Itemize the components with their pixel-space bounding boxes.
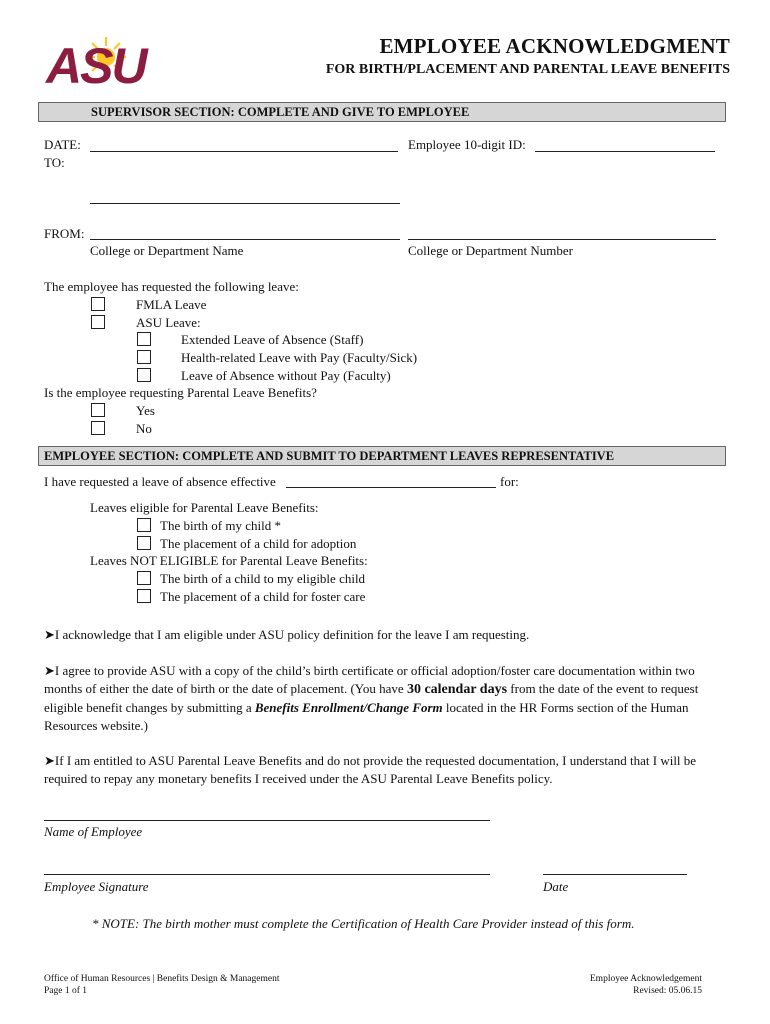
to-label: TO: bbox=[44, 155, 65, 170]
no-label: No bbox=[136, 421, 152, 436]
fmla-label: FMLA Leave bbox=[136, 297, 207, 312]
ack1-text: I acknowledge that I am eligible under ASU policy definition for the leave I am requesting. bbox=[54, 627, 530, 642]
acknowledgment-1 bbox=[44, 627, 724, 643]
effective-for-label: for: bbox=[500, 474, 519, 489]
placement-foster-checkbox[interactable] bbox=[137, 589, 151, 603]
birth-of-child-checkbox[interactable] bbox=[137, 518, 151, 532]
extended-leave-label: Extended Leave of Absence (Staff) bbox=[181, 332, 364, 347]
date-field[interactable] bbox=[90, 151, 398, 152]
yes-label: Yes bbox=[136, 403, 155, 418]
ack2-text-b: from the date of the event to request eligible benefit changes by submitting a bbox=[44, 681, 699, 715]
no-checkbox[interactable] bbox=[91, 421, 105, 435]
health-leave-checkbox[interactable] bbox=[137, 350, 151, 364]
employee-name-label: Name of Employee bbox=[44, 824, 143, 839]
effective-date-field[interactable] bbox=[286, 487, 496, 488]
college-name-field[interactable] bbox=[90, 239, 400, 240]
ack3-text: If I am entitled to ASU Parental Leave Benefits and do not provide the requested documentation, I understand that I will be required to repay any monetary benefits I received under the ASU Parental Leave Benefits policy. bbox=[44, 753, 697, 786]
asu-leave-label: ASU Leave: bbox=[136, 315, 201, 330]
ack2-form-name: Benefits Enrollment/Change Form bbox=[254, 700, 443, 715]
ack2-text-a: I agree to provide ASU with a copy of the child’s birth certificate or official adoption/foster care documentation within two months of either the date of birth or the date of placement. (You have bbox=[44, 663, 695, 696]
without-pay-checkbox[interactable] bbox=[137, 368, 151, 382]
employee-id-label: Employee 10-digit ID: bbox=[408, 137, 526, 152]
footer-page-number: Page 1 of 1 bbox=[44, 986, 88, 996]
employee-signature-field[interactable] bbox=[44, 874, 490, 875]
acknowledgment-2 bbox=[44, 662, 724, 735]
supervisor-section-heading bbox=[38, 102, 726, 122]
employee-heading-text: EMPLOYEE SECTION: COMPLETE AND SUBMIT TO DEPARTMENT LEAVES REPRESENTATIVE bbox=[44, 449, 615, 463]
birth-mother-note: * NOTE: The birth mother must complete the Certification of Health Care Provider instead of this form. bbox=[92, 916, 635, 931]
college-number-caption: College or Department Number bbox=[408, 243, 573, 258]
arrow-bullet-icon: ➤ bbox=[44, 663, 55, 678]
employee-section-heading bbox=[38, 446, 726, 466]
arrow-bullet-icon: ➤ bbox=[44, 753, 55, 768]
supervisor-heading-text: SUPERVISOR SECTION: COMPLETE AND GIVE TO EMPLOYEE bbox=[91, 105, 470, 119]
eligible-heading: Leaves eligible for Parental Leave Benefits: bbox=[90, 500, 319, 515]
acknowledgment-3 bbox=[44, 752, 724, 788]
employee-id-field[interactable] bbox=[535, 151, 715, 152]
extended-leave-checkbox[interactable] bbox=[137, 332, 151, 346]
footer-right bbox=[590, 973, 702, 997]
health-leave-label: Health-related Leave with Pay (Faculty/Sick) bbox=[181, 350, 418, 365]
asu-leave-checkbox[interactable] bbox=[91, 315, 105, 329]
logo-text: ASU bbox=[46, 38, 146, 87]
employee-name-field[interactable] bbox=[44, 820, 490, 821]
footer-office: Office of Human Resources | Benefits Design & Management bbox=[44, 974, 280, 984]
placement-foster-label: The placement of a child for foster care bbox=[160, 589, 366, 604]
arrow-bullet-icon: ➤ bbox=[44, 627, 55, 642]
birth-of-child-label: The birth of my child * bbox=[160, 518, 281, 533]
ack2-bold: 30 calendar days bbox=[406, 682, 508, 697]
leave-intro: The employee has requested the following leave: bbox=[44, 279, 299, 294]
college-name-caption: College or Department Name bbox=[90, 243, 244, 258]
fmla-checkbox[interactable] bbox=[91, 297, 105, 311]
footer-form-name: Employee Acknowledgement bbox=[589, 974, 702, 984]
yes-checkbox[interactable] bbox=[91, 403, 105, 417]
from-label: FROM: bbox=[44, 226, 85, 241]
placement-adoption-label: The placement of a child for adoption bbox=[160, 536, 357, 551]
parental-question: Is the employee requesting Parental Leave Benefits? bbox=[44, 385, 317, 400]
page-title: EMPLOYEE ACKNOWLEDGMENT bbox=[379, 34, 730, 58]
to-field[interactable] bbox=[90, 203, 400, 204]
without-pay-label: Leave of Absence without Pay (Faculty) bbox=[181, 368, 391, 383]
placement-adoption-checkbox[interactable] bbox=[137, 536, 151, 550]
employee-signature-label: Employee Signature bbox=[44, 879, 149, 894]
asu-logo bbox=[44, 33, 166, 87]
footer-left bbox=[44, 973, 279, 997]
birth-to-eligible-checkbox[interactable] bbox=[137, 571, 151, 585]
birth-to-eligible-label: The birth of a child to my eligible child bbox=[160, 571, 366, 586]
date-label: DATE: bbox=[44, 137, 81, 152]
not-eligible-heading: Leaves NOT ELIGIBLE for Parental Leave Benefits: bbox=[90, 553, 368, 568]
ack2-text-c: located in the HR Forms section of the Human Resources website.) bbox=[44, 700, 689, 733]
effective-label: I have requested a leave of absence effective bbox=[44, 474, 276, 489]
signature-date-field[interactable] bbox=[543, 874, 687, 875]
page-subtitle: FOR BIRTH/PLACEMENT AND PARENTAL LEAVE BENEFITS bbox=[325, 62, 730, 77]
footer-revised: Revised: 05.06.15 bbox=[633, 986, 702, 996]
college-number-field[interactable] bbox=[408, 239, 716, 240]
signature-date-label: Date bbox=[543, 879, 569, 894]
